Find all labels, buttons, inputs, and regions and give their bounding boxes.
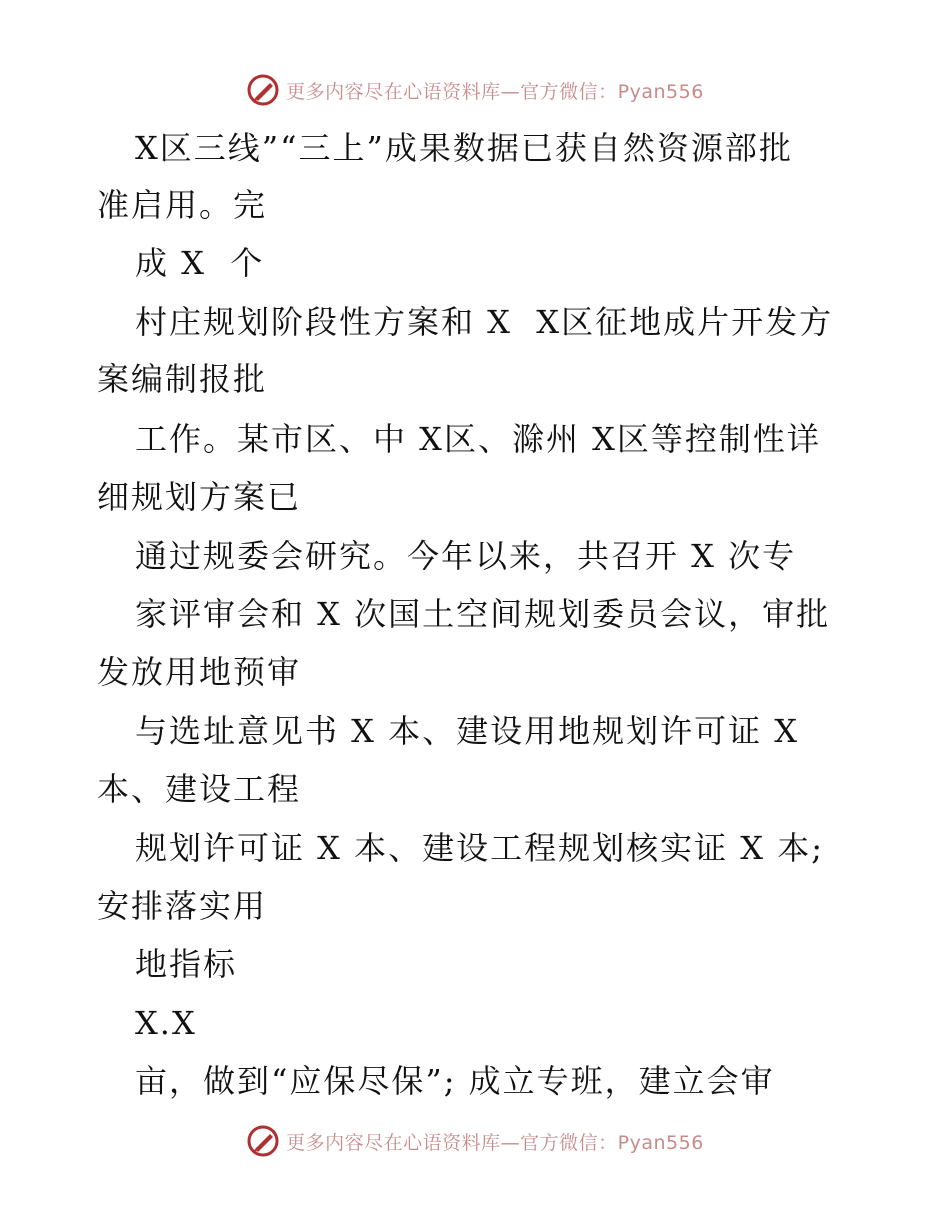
body-line: 准启用。完 — [97, 186, 268, 224]
body-line: 细规划方案已 — [97, 478, 302, 516]
body-line: 村庄规划阶段性方案和 X X区征地成片开发方 — [135, 303, 834, 341]
body-line: 安排落实用 — [97, 887, 268, 925]
body-line: 成 X 个 — [135, 244, 265, 282]
header-watermark — [0, 70, 950, 110]
body-line: X.X — [135, 1004, 197, 1042]
body-line: 规划许可证 X 本、建设工程规划核实证 X 本; — [135, 829, 825, 867]
body-line: 发放用地预审 — [97, 653, 302, 691]
body-line: 家评审会和 X 次国土空间规划委员会议，审批 — [135, 595, 831, 633]
pen-logo-icon — [246, 73, 280, 107]
body-line: 工作。某市区、中 X区、滁州 X区等控制性详 — [135, 420, 821, 458]
watermark-text: 更多内容尽在心语资料库—官方微信：Pyan556 — [286, 80, 704, 103]
body-line: X区三线”“三上”成果数据已获自然资源部批 — [135, 129, 793, 167]
body-line: 本、建设工程 — [97, 770, 302, 808]
body-line: 亩，做到“应保尽保”; 成立专班，建立会审 — [135, 1062, 775, 1100]
body-line: 通过规委会研究。今年以来，共召开 X 次专 — [135, 537, 797, 575]
pen-logo-icon — [246, 1124, 280, 1158]
watermark-text: 更多内容尽在心语资料库—官方微信：Pyan556 — [286, 1131, 704, 1154]
body-line: 与选址意见书 X 本、建设用地规划许可证 X — [135, 712, 800, 750]
body-line: 案编制报批 — [97, 360, 268, 398]
footer-watermark — [0, 1121, 950, 1161]
body-line: 地指标 — [135, 945, 238, 983]
